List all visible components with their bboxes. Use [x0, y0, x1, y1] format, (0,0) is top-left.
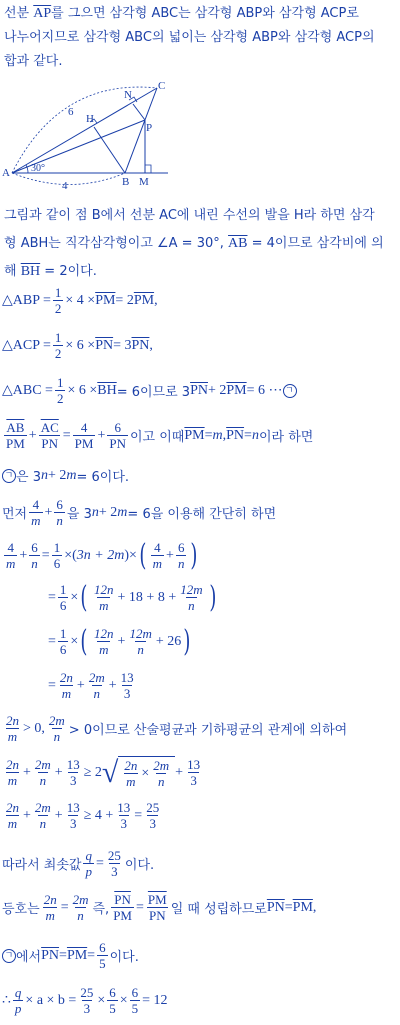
math-text: 이다. — [109, 950, 139, 965]
math-text: , — [154, 292, 158, 308]
eq-result-line — [2, 466, 129, 485]
math-text: n — [40, 467, 48, 483]
min-line — [2, 800, 163, 831]
math-text: × — [70, 589, 79, 605]
math-text: 이라 하면 — [258, 430, 314, 445]
angle-a-arc — [26, 165, 28, 173]
math-text: = — [244, 427, 252, 443]
fraction — [97, 940, 108, 971]
line-pn — [133, 104, 145, 120]
fraction — [178, 582, 204, 613]
math-text: > 0이므로 산술평균과 기하평균의 관계에 의하여 — [68, 723, 348, 738]
denominator: 6 — [59, 642, 67, 657]
fraction — [92, 626, 116, 657]
radical-sign: √ — [101, 755, 119, 789]
fraction — [115, 800, 132, 831]
fraction — [176, 540, 187, 571]
denominator: PN — [109, 436, 126, 451]
denominator: PM — [6, 436, 25, 451]
math-text: $\overline{PM}$ — [226, 382, 247, 398]
step-first — [2, 497, 276, 528]
math-text: ≥ 4 + — [83, 807, 114, 823]
numerator: 2n — [43, 892, 57, 907]
numerator: 13 — [187, 757, 201, 772]
math-text: $\overline{PN}$ — [41, 947, 60, 963]
denominator: PN — [41, 436, 59, 451]
math-text: $\overline{BH}$ — [97, 382, 117, 398]
numerator: 12m — [180, 582, 203, 597]
numerator: 1 — [59, 626, 67, 641]
numerator: 13 — [66, 800, 80, 815]
length-ac-label: 6 — [68, 106, 74, 118]
math-text: = — [87, 947, 96, 963]
label-p: P — [146, 122, 153, 134]
numerator: $\overline{AC}$ — [40, 420, 59, 435]
frac-half — [55, 375, 66, 406]
math-text: $\overline{PN}$ — [226, 427, 245, 443]
numerator: q — [85, 848, 92, 863]
intro-line-1: 선분 $\overline{AP}$를 그으면 삼각형 ABC는 삼각형 ABP와 삼각형 ACP로 — [4, 6, 359, 21]
step-eq-4 — [48, 670, 138, 701]
numerator: 2n — [59, 670, 73, 685]
fraction — [78, 985, 95, 1016]
numerator: 25 — [146, 800, 160, 815]
math-text: $\overline{PN}$ — [95, 337, 114, 353]
numerator: 2n — [124, 758, 138, 773]
denominator: p — [85, 864, 92, 879]
big-parenthesis: ( — [80, 623, 88, 659]
math-text: × — [70, 633, 79, 649]
numerator: 13 — [117, 800, 131, 815]
numerator: 13 — [120, 670, 134, 685]
math-text: × — [119, 992, 128, 1008]
denominator: m — [61, 686, 72, 701]
positive-condition — [2, 713, 347, 744]
para2-line-2: 형 ABH는 직각삼각형이고 ∠A = 30°, $\overline{AB} = 4$이므로 삼각비에 의 — [4, 236, 384, 251]
math-text: = — [48, 633, 56, 649]
math-text: $\overline{PM}$ — [133, 292, 155, 308]
eq-acp — [2, 330, 153, 361]
numerator: 1 — [56, 375, 64, 390]
denominator: 3 — [149, 816, 156, 831]
denominator: m — [7, 773, 18, 788]
fraction — [151, 758, 171, 789]
right-angle-m — [145, 165, 151, 173]
numerator: 25 — [80, 985, 94, 1000]
math-text: ) — [124, 547, 130, 563]
math-text: + — [175, 764, 184, 780]
math-text: = — [95, 855, 104, 871]
math-text: = 6 ⋯ — [246, 383, 283, 398]
math-text: + — [19, 547, 28, 563]
numerator: 2m — [88, 670, 105, 685]
math-text: $\overline{PN}$ — [131, 337, 150, 353]
math-text: , — [312, 899, 317, 915]
math-text: 을 3 — [66, 507, 92, 522]
denominator: PM — [113, 908, 132, 923]
math-text: $\overline{PM}$ — [292, 899, 313, 915]
numerator: q — [14, 985, 22, 1000]
math-text: 즉, — [92, 902, 110, 917]
fraction — [107, 985, 118, 1016]
big-parenthesis: ( — [80, 579, 88, 615]
para2-line-3: 해 $\overline{BH} = 2$이다. — [4, 264, 97, 279]
math-text: ( — [72, 547, 77, 563]
intro-line-2: 나누어지므로 삼각형 ABC의 넓이는 삼각형 ABP와 삼각형 ACP의 — [4, 30, 375, 45]
math-text: + 2 — [207, 382, 227, 398]
label-h: H — [86, 113, 94, 125]
fraction — [83, 848, 94, 879]
numerator: 2n — [6, 757, 19, 772]
math-text: 이다. — [124, 858, 155, 873]
fraction — [42, 892, 59, 923]
denominator: n — [56, 513, 63, 528]
frac-half — [53, 285, 64, 316]
label-c: C — [158, 80, 166, 92]
denominator: n — [53, 729, 61, 744]
fraction — [4, 540, 17, 571]
math-text: m — [212, 427, 223, 443]
circle-label: ㄱ — [2, 949, 16, 963]
fraction — [29, 497, 42, 528]
denominator: p — [14, 1001, 22, 1016]
length-ab-label: 4 — [62, 180, 68, 190]
numerator: 2m — [153, 758, 170, 773]
math-text: = — [284, 899, 293, 915]
math-text: = — [62, 427, 71, 443]
denominator: 3 — [83, 1001, 91, 1016]
denominator: n — [77, 908, 84, 923]
denominator: 2 — [54, 346, 62, 361]
fraction — [146, 892, 169, 923]
denominator: n — [93, 686, 100, 701]
math-text: = — [135, 899, 144, 915]
fraction — [111, 892, 134, 923]
numerator: 12n — [94, 626, 114, 641]
denominator: 6 — [59, 598, 67, 613]
circle-label: ㄱ — [283, 384, 297, 398]
math-text: = 6이므로 3 — [116, 385, 191, 400]
eq-abp: △ABP = $\frac{1}{2}$ × 4 × $\overline{PM}$ = 2 $\overline{PM}$ , — [2, 285, 158, 316]
numerator: 1 — [53, 540, 61, 555]
numerator: $\overline{PN}$ — [114, 892, 131, 907]
math-text: △ACP = — [2, 338, 51, 353]
denominator: 3 — [69, 773, 77, 788]
math-text: 에서 — [16, 950, 42, 965]
denominator: 2 — [56, 391, 64, 406]
math-text: × — [129, 547, 137, 563]
math-text: , — [149, 337, 153, 353]
math-text: + — [108, 677, 117, 693]
math-text: > 0, — [23, 720, 45, 736]
math-text: = 3 — [113, 337, 132, 353]
math-text: + — [23, 764, 31, 780]
math-text: + 2 — [98, 504, 118, 520]
denominator: 3 — [123, 686, 131, 701]
fraction — [4, 800, 21, 831]
fraction — [4, 757, 21, 788]
math-text: n — [251, 427, 259, 443]
math-text: + 18 + 8 + — [117, 589, 177, 605]
numerator: 2m — [34, 757, 51, 772]
numerator: 1 — [54, 330, 62, 345]
triangle-figure — [0, 78, 185, 190]
numerator: 6 — [114, 420, 121, 435]
fraction — [65, 800, 82, 831]
math-text: $\overline{PM}$ — [95, 292, 116, 308]
label-m: M — [139, 176, 149, 188]
para2-line-1: 그림과 같이 점 B에서 선분 AC에 내린 수선의 발을 H라 하면 삼각 — [4, 208, 375, 223]
final-answer — [2, 985, 168, 1016]
numerator: 12n — [94, 582, 114, 597]
math-text: = — [204, 427, 213, 443]
fraction — [92, 582, 116, 613]
label-n: N — [124, 89, 132, 101]
math-text: $\overline{PN}$ — [190, 382, 208, 398]
numerator: $\overline{PM}$ — [147, 892, 167, 907]
fraction — [58, 626, 69, 657]
denominator: 3 — [120, 816, 128, 831]
big-parenthesis: ) — [190, 537, 198, 573]
math-text: 이고 이때 — [130, 430, 185, 445]
numerator: 4 — [154, 540, 161, 555]
math-text: × — [97, 992, 106, 1008]
math-text: , — [222, 427, 227, 443]
fraction — [47, 713, 67, 744]
math-text: + — [117, 633, 126, 649]
numerator: 6 — [56, 497, 63, 512]
math-text: 따라서 최솟값 — [2, 858, 82, 873]
denominator: m — [7, 816, 18, 831]
math-text: + 2 — [47, 467, 67, 483]
numerator: 6 — [131, 985, 139, 1000]
min-value-line — [2, 848, 154, 879]
fraction — [87, 670, 107, 701]
sqrt — [102, 756, 175, 789]
denominator: 5 — [109, 1001, 116, 1016]
math-text: × 6 × — [65, 337, 96, 353]
denominator: m — [126, 774, 136, 789]
fraction — [119, 670, 136, 701]
denominator: n — [31, 556, 38, 571]
math-text: = 12 — [142, 992, 168, 1008]
eq-abc — [2, 375, 297, 406]
math-text: = — [48, 677, 56, 693]
numerator: 2n — [6, 713, 19, 728]
numerator: 1 — [54, 285, 62, 300]
numerator: 4 — [80, 420, 88, 435]
denominator: 5 — [99, 956, 106, 971]
denominator: PN — [148, 908, 166, 923]
denominator: n — [188, 598, 195, 613]
fraction — [4, 713, 21, 744]
math-text: + — [28, 427, 37, 443]
numerator: 6 — [31, 540, 38, 555]
fraction — [54, 497, 65, 528]
fraction — [29, 540, 40, 571]
denominator: n — [157, 774, 165, 789]
fraction — [65, 757, 82, 788]
line-ac — [12, 88, 157, 173]
step-eq-3 — [48, 623, 193, 659]
denominator: m — [99, 642, 109, 657]
circle-label: ㄱ — [2, 469, 16, 483]
math-text: 은 3 — [16, 470, 41, 485]
math-text: n — [91, 504, 99, 520]
numerator: 6 — [99, 940, 106, 955]
math-text: = — [134, 807, 143, 823]
math-text: △ABC = — [2, 383, 53, 398]
label-a: A — [2, 167, 10, 179]
numerator: 25 — [107, 848, 121, 863]
numerator: 4 — [32, 497, 40, 512]
math-text: + — [76, 677, 85, 693]
denominator: 3 — [111, 864, 118, 879]
fraction — [151, 540, 164, 571]
numerator: 4 — [7, 540, 14, 555]
fraction — [58, 670, 75, 701]
denominator: n — [177, 556, 185, 571]
math-text: + 26 — [155, 633, 182, 649]
fraction — [58, 582, 69, 613]
denominator: m — [6, 556, 16, 571]
math-text: + — [166, 547, 174, 563]
math-text: $\overline{PN}$ — [266, 899, 285, 915]
big-parenthesis: ( — [139, 537, 147, 573]
math-text: m — [66, 467, 77, 483]
step-eq-2 — [48, 579, 218, 615]
denominator: m — [31, 513, 41, 528]
big-parenthesis: ) — [183, 623, 191, 659]
fraction — [144, 800, 161, 831]
math-text: + — [54, 764, 63, 780]
denominator: n — [39, 773, 47, 788]
equality-line — [2, 892, 316, 923]
numerator: 2n — [6, 800, 19, 815]
fraction — [127, 626, 153, 657]
intro-line-3: 합과 같다. — [4, 54, 63, 69]
math-text: + — [97, 427, 106, 443]
denominator: PM — [74, 436, 94, 451]
angle-a-label: 30° — [31, 163, 45, 174]
denominator: 3 — [69, 816, 77, 831]
fraction — [122, 758, 139, 789]
math-text: = — [41, 547, 50, 563]
numerator: $\overline{AB}$ — [6, 420, 25, 435]
math-text: = 2 — [115, 292, 134, 308]
math-text: = 6이다. — [76, 470, 130, 485]
math-text: = — [48, 589, 56, 605]
math-text: × 6 × — [67, 382, 98, 398]
numerator: 2m — [72, 892, 89, 907]
math-text: m — [117, 504, 128, 520]
math-text: $\overline{PM}$ — [184, 427, 205, 443]
fraction — [106, 848, 123, 879]
numerator: 6 — [177, 540, 185, 555]
denominator: m — [99, 598, 109, 613]
value-line — [2, 940, 139, 971]
math-text: 3n + 2m — [76, 547, 125, 563]
numerator: 2m — [34, 800, 51, 815]
math-text: $\overline{PM}$ — [66, 947, 88, 963]
am-gm-line — [2, 756, 204, 789]
fraction — [71, 892, 91, 923]
denominator: 2 — [54, 301, 62, 316]
eq-ratio — [2, 420, 313, 451]
denominator: 6 — [53, 556, 61, 571]
big-parenthesis: ) — [208, 579, 216, 615]
math-text: 일 때 성립하므로 — [170, 902, 267, 917]
denominator: n — [39, 816, 47, 831]
math-text: + — [54, 807, 63, 823]
math-text: 먼저 — [2, 507, 28, 522]
math-text: = 6을 이용해 간단히 하면 — [127, 507, 277, 522]
fraction — [130, 985, 141, 1016]
denominator: n — [137, 642, 144, 657]
label-b: B — [122, 176, 130, 188]
radicand — [118, 756, 175, 789]
math-text: × — [64, 547, 73, 563]
numerator: 2m — [48, 713, 65, 728]
segment-ap: $\overline{AP}$ — [33, 6, 52, 21]
numerator: 13 — [66, 757, 80, 772]
frac-half — [53, 330, 64, 361]
fraction — [13, 985, 24, 1016]
math-text: × — [141, 765, 150, 781]
math-text: 등호는 — [2, 902, 40, 917]
numerator: 6 — [109, 985, 116, 1000]
denominator: m — [7, 729, 18, 744]
math-text: + — [23, 807, 31, 823]
fraction — [33, 800, 53, 831]
math-text: + — [44, 504, 53, 520]
step-eq-1 — [2, 537, 200, 573]
math-text: = — [59, 947, 67, 963]
denominator: m — [45, 908, 55, 923]
fraction — [185, 757, 202, 788]
numerator: 1 — [59, 582, 67, 597]
denominator: 3 — [190, 773, 197, 788]
math-text: = — [60, 899, 69, 915]
arc-ab-length — [12, 173, 125, 185]
math-text: ≥ 2 — [83, 764, 102, 780]
denominator: 5 — [131, 1001, 139, 1016]
fraction — [33, 757, 53, 788]
numerator: 12m — [129, 626, 152, 641]
denominator: m — [152, 556, 163, 571]
math-text: × a × b = — [25, 992, 77, 1008]
fraction — [52, 540, 63, 571]
math-text: ∴ — [2, 993, 11, 1008]
